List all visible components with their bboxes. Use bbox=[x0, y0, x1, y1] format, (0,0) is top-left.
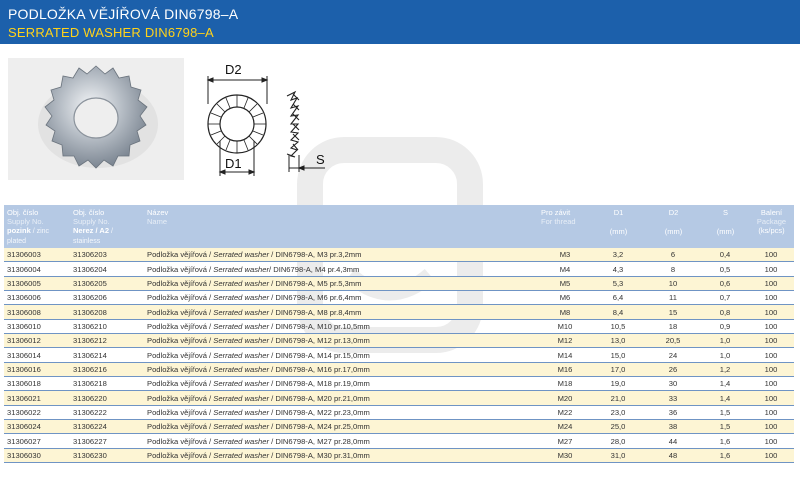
cell-zinc-supply-no: 31306030 bbox=[4, 448, 70, 462]
cell-d2: 36 bbox=[644, 405, 702, 419]
table-row bbox=[4, 348, 794, 362]
cell-d2: 10 bbox=[644, 276, 702, 290]
d1-label: D1 bbox=[225, 156, 242, 171]
cell-package: 100 bbox=[748, 448, 794, 462]
cell-d1: 31,0 bbox=[592, 448, 644, 462]
table-row bbox=[4, 319, 794, 333]
cell-s: 0,5 bbox=[702, 262, 748, 276]
cell-d1: 5,3 bbox=[592, 276, 644, 290]
table-row bbox=[4, 248, 794, 262]
cell-s: 1,2 bbox=[702, 362, 748, 376]
cell-stainless-supply-no: 31306230 bbox=[70, 448, 144, 462]
table-row bbox=[4, 405, 794, 419]
cell-d1: 13,0 bbox=[592, 334, 644, 348]
cell-stainless-supply-no: 31306214 bbox=[70, 348, 144, 362]
cell-package: 100 bbox=[748, 420, 794, 434]
cell-thread: M3 bbox=[538, 248, 592, 262]
cell-d1: 28,0 bbox=[592, 434, 644, 448]
cell-package: 100 bbox=[748, 291, 794, 305]
cell-stainless-supply-no: 31306220 bbox=[70, 391, 144, 405]
cell-s: 0,7 bbox=[702, 291, 748, 305]
cell-name: Podložka vějířová / Serrated washer / DIN6798-A, M27 pr.28,0mm bbox=[144, 434, 538, 448]
cell-d2: 44 bbox=[644, 434, 702, 448]
cell-zinc-supply-no: 31306014 bbox=[4, 348, 70, 362]
product-table bbox=[4, 205, 794, 463]
cell-name: Podložka vějířová / Serrated washer / DIN6798-A, M14 pr.15,0mm bbox=[144, 348, 538, 362]
cell-name: Podložka vějířová / Serrated washer / DIN6798-A, M10 pr.10,5mm bbox=[144, 319, 538, 333]
col-header-name: Název Name bbox=[144, 205, 538, 248]
title-banner bbox=[0, 0, 800, 44]
cell-name: Podložka vějířová / Serrated washer / DIN6798-A, M6 pr.6,4mm bbox=[144, 291, 538, 305]
cell-d1: 15,0 bbox=[592, 348, 644, 362]
cell-s: 1,0 bbox=[702, 334, 748, 348]
page-title-english: SERRATED WASHER DIN6798–A bbox=[8, 25, 214, 40]
cell-d2: 18 bbox=[644, 319, 702, 333]
cell-thread: M20 bbox=[538, 391, 592, 405]
cell-name: Podložka vějířová / Serrated washer/ DIN6798-A, M4 pr.4,3mm bbox=[144, 262, 538, 276]
cell-thread: M22 bbox=[538, 405, 592, 419]
cell-s: 0,6 bbox=[702, 276, 748, 290]
cell-name: Podložka vějířová / Serrated washer / DIN6798-A, M16 pr.17,0mm bbox=[144, 362, 538, 376]
cell-package: 100 bbox=[748, 362, 794, 376]
cell-name: Podložka vějířová / Serrated washer / DIN6798-A, M12 pr.13,0mm bbox=[144, 334, 538, 348]
cell-stainless-supply-no: 31306224 bbox=[70, 420, 144, 434]
col-header-zinc-supply-no: Obj. číslo Supply No. pozink / zinc plated bbox=[4, 205, 70, 248]
cell-package: 100 bbox=[748, 348, 794, 362]
d2-label: D2 bbox=[225, 62, 242, 77]
table-row bbox=[4, 334, 794, 348]
cell-thread: M12 bbox=[538, 334, 592, 348]
cell-d1: 3,2 bbox=[592, 248, 644, 262]
col-header-package: Balení Package (ks/pcs) bbox=[748, 205, 794, 248]
cell-d1: 19,0 bbox=[592, 377, 644, 391]
cell-thread: M16 bbox=[538, 362, 592, 376]
washer-photo bbox=[8, 58, 184, 180]
cell-thread: M24 bbox=[538, 420, 592, 434]
cell-s: 0,8 bbox=[702, 305, 748, 319]
table-row bbox=[4, 434, 794, 448]
col-header-d1: D1 (mm) bbox=[592, 205, 644, 248]
cell-d2: 11 bbox=[644, 291, 702, 305]
cell-d2: 38 bbox=[644, 420, 702, 434]
cell-d2: 30 bbox=[644, 377, 702, 391]
cell-zinc-supply-no: 31306010 bbox=[4, 319, 70, 333]
cell-s: 0,4 bbox=[702, 248, 748, 262]
cell-zinc-supply-no: 31306022 bbox=[4, 405, 70, 419]
cell-zinc-supply-no: 31306004 bbox=[4, 262, 70, 276]
page-title-czech: PODLOŽKA VĚJÍŘOVÁ DIN6798–A bbox=[8, 6, 239, 22]
cell-zinc-supply-no: 31306006 bbox=[4, 291, 70, 305]
table-row bbox=[4, 305, 794, 319]
cell-name: Podložka vějířová / Serrated washer / DIN6798-A, M30 pr.31,0mm bbox=[144, 448, 538, 462]
cell-name: Podložka vějířová / Serrated washer / DIN6798-A, M3 pr.3,2mm bbox=[144, 248, 538, 262]
table-row bbox=[4, 391, 794, 405]
cell-package: 100 bbox=[748, 319, 794, 333]
cell-zinc-supply-no: 31306005 bbox=[4, 276, 70, 290]
cell-d1: 17,0 bbox=[592, 362, 644, 376]
cell-zinc-supply-no: 31306027 bbox=[4, 434, 70, 448]
cell-package: 100 bbox=[748, 377, 794, 391]
cell-thread: M18 bbox=[538, 377, 592, 391]
cell-zinc-supply-no: 31306018 bbox=[4, 377, 70, 391]
cell-thread: M5 bbox=[538, 276, 592, 290]
cell-d2: 8 bbox=[644, 262, 702, 276]
cell-zinc-supply-no: 31306008 bbox=[4, 305, 70, 319]
cell-s: 1,6 bbox=[702, 448, 748, 462]
cell-package: 100 bbox=[748, 434, 794, 448]
cell-stainless-supply-no: 31306208 bbox=[70, 305, 144, 319]
cell-s: 1,0 bbox=[702, 348, 748, 362]
cell-name: Podložka vějířová / Serrated washer / DIN6798-A, M18 pr.19,0mm bbox=[144, 377, 538, 391]
cell-zinc-supply-no: 31306024 bbox=[4, 420, 70, 434]
cell-package: 100 bbox=[748, 305, 794, 319]
cell-stainless-supply-no: 31306222 bbox=[70, 405, 144, 419]
table-row bbox=[4, 262, 794, 276]
cell-name: Podložka vějířová / Serrated washer / DIN6798-A, M5 pr.5,3mm bbox=[144, 276, 538, 290]
cell-name: Podložka vějířová / Serrated washer / DIN6798-A, M20 pr.21,0mm bbox=[144, 391, 538, 405]
cell-zinc-supply-no: 31306016 bbox=[4, 362, 70, 376]
cell-stainless-supply-no: 31306206 bbox=[70, 291, 144, 305]
cell-thread: M27 bbox=[538, 434, 592, 448]
cell-d1: 10,5 bbox=[592, 319, 644, 333]
cell-stainless-supply-no: 31306205 bbox=[70, 276, 144, 290]
cell-d2: 33 bbox=[644, 391, 702, 405]
technical-drawing bbox=[195, 58, 345, 180]
cell-d1: 8,4 bbox=[592, 305, 644, 319]
cell-s: 1,4 bbox=[702, 377, 748, 391]
s-label: S bbox=[316, 152, 325, 167]
cell-stainless-supply-no: 31306210 bbox=[70, 319, 144, 333]
cell-d2: 48 bbox=[644, 448, 702, 462]
cell-package: 100 bbox=[748, 276, 794, 290]
cell-d1: 6,4 bbox=[592, 291, 644, 305]
cell-package: 100 bbox=[748, 262, 794, 276]
cell-name: Podložka vějířová / Serrated washer / DIN6798-A, M8 pr.8,4mm bbox=[144, 305, 538, 319]
cell-d2: 26 bbox=[644, 362, 702, 376]
cell-d1: 23,0 bbox=[592, 405, 644, 419]
table-row bbox=[4, 276, 794, 290]
table-row bbox=[4, 291, 794, 305]
cell-s: 1,6 bbox=[702, 434, 748, 448]
cell-thread: M30 bbox=[538, 448, 592, 462]
cell-s: 0,9 bbox=[702, 319, 748, 333]
table-row bbox=[4, 362, 794, 376]
cell-stainless-supply-no: 31306212 bbox=[70, 334, 144, 348]
cell-d2: 20,5 bbox=[644, 334, 702, 348]
table-row bbox=[4, 420, 794, 434]
cell-stainless-supply-no: 31306218 bbox=[70, 377, 144, 391]
col-header-s: S (mm) bbox=[702, 205, 748, 248]
cell-name: Podložka vějířová / Serrated washer / DIN6798-A, M22 pr.23,0mm bbox=[144, 405, 538, 419]
cell-d1: 21,0 bbox=[592, 391, 644, 405]
table-row bbox=[4, 448, 794, 462]
cell-thread: M14 bbox=[538, 348, 592, 362]
cell-stainless-supply-no: 31306227 bbox=[70, 434, 144, 448]
cell-d1: 4,3 bbox=[592, 262, 644, 276]
cell-zinc-supply-no: 31306003 bbox=[4, 248, 70, 262]
col-header-d2: D2 (mm) bbox=[644, 205, 702, 248]
cell-d2: 15 bbox=[644, 305, 702, 319]
cell-package: 100 bbox=[748, 391, 794, 405]
col-header-thread: Pro závit For thread bbox=[538, 205, 592, 248]
cell-thread: M8 bbox=[538, 305, 592, 319]
cell-thread: M4 bbox=[538, 262, 592, 276]
cell-stainless-supply-no: 31306203 bbox=[70, 248, 144, 262]
cell-zinc-supply-no: 31306021 bbox=[4, 391, 70, 405]
cell-package: 100 bbox=[748, 248, 794, 262]
cell-d2: 24 bbox=[644, 348, 702, 362]
table-header-row bbox=[4, 205, 794, 248]
cell-d1: 25,0 bbox=[592, 420, 644, 434]
cell-s: 1,4 bbox=[702, 391, 748, 405]
cell-zinc-supply-no: 31306012 bbox=[4, 334, 70, 348]
cell-stainless-supply-no: 31306216 bbox=[70, 362, 144, 376]
cell-thread: M10 bbox=[538, 319, 592, 333]
cell-s: 1,5 bbox=[702, 420, 748, 434]
table-row bbox=[4, 377, 794, 391]
cell-stainless-supply-no: 31306204 bbox=[70, 262, 144, 276]
cell-s: 1,5 bbox=[702, 405, 748, 419]
cell-thread: M6 bbox=[538, 291, 592, 305]
cell-package: 100 bbox=[748, 405, 794, 419]
cell-name: Podložka vějířová / Serrated washer / DIN6798-A, M24 pr.25,0mm bbox=[144, 420, 538, 434]
cell-package: 100 bbox=[748, 334, 794, 348]
cell-d2: 6 bbox=[644, 248, 702, 262]
col-header-stainless-supply-no: Obj. číslo Supply No. Nerez / A2 / stainless bbox=[70, 205, 144, 248]
